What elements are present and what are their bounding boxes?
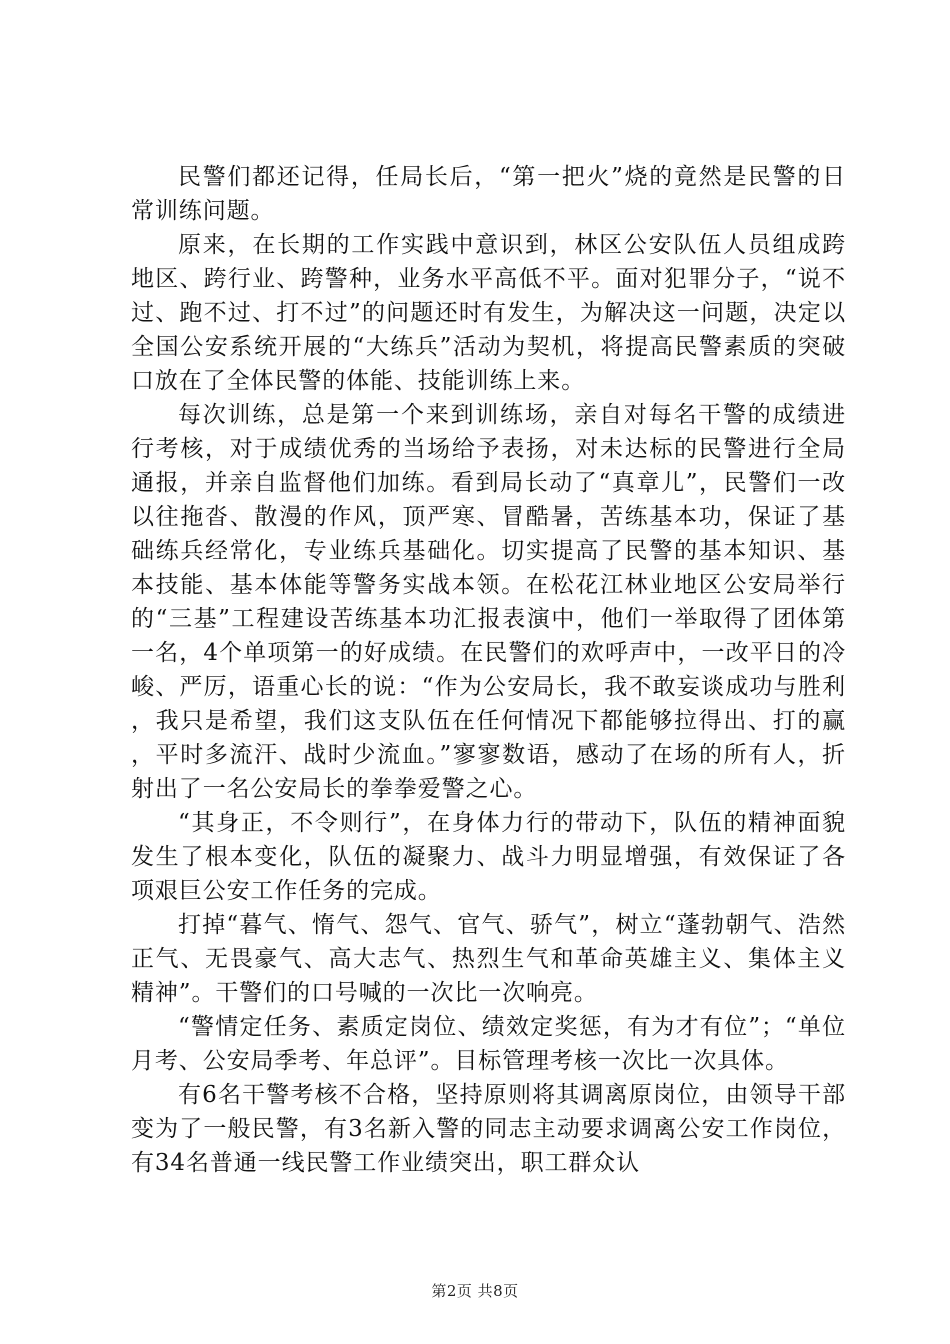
- paragraph-6: “警情定任务、素质定岗位、绩效定奖惩，有为才有位”；“单位月考、公安局季考、年总评”。目标管理考核一次比一次具体。: [131, 1014, 846, 1074]
- paragraph-5: 打掉“暮气、惰气、怨气、官气、骄气”，树立“蓬勃朝气、浩然正气、无畏豪气、高大志气、热烈生气和革命英雄主义、集体主义精神”。干警们的口号喊的一次比一次响亮。: [131, 912, 846, 1006]
- page-number-footer: 第2页 共8页: [431, 1282, 519, 1300]
- paragraph-7: 有6名干警考核不合格，坚持原则将其调离原岗位，由领导干部变为了一般民警，有3名新入警的同志主动要求调离公安工作岗位，有34名普通一线民警工作业绩突出，职工群众认: [131, 1082, 846, 1176]
- paragraph-4: “其身正，不令则行”，在身体力行的带动下，队伍的精神面貌发生了根本变化，队伍的凝聚力、战斗力明显增强，有效保证了各项艰巨公安工作任务的完成。: [131, 810, 846, 904]
- document-body: [131, 160, 846, 1180]
- paragraph-3: 每次训练，总是第一个来到训练场，亲自对每名干警的成绩进行考核，对于成绩优秀的当场给予表扬，对未达标的民警进行全局通报，并亲自监督他们加练。看到局长动了“真章儿”，民警们一改以往拖沓、散漫的作风，顶严寒、冒酷暑，苦练基本功，保证了基础练兵经常化，专业练兵基础化。切实提高了民警的基本知识、基本技能、基本体能等警务实战本领。在松花江林业地区公安局举行的“三基”工程建设苦练基本功汇报表演中，他们一举取得了团体第一名，4个单项第一的好成绩。在民警们的欢呼声中，一改平日的冷峻、严厉，语重心长的说：“作为公安局长，我不敢妄谈成功与胜利，我只是希望，我们这支队伍在任何情况下都能够拉得出、打的赢，平时多流汗、战时少流血。”寥寥数语，感动了在场的所有人，折射出了一名公安局长的拳拳爱警之心。: [131, 402, 846, 802]
- paragraph-2: 原来，在长期的工作实践中意识到，林区公安队伍人员组成跨地区、跨行业、跨警种，业务水平高低不平。面对犯罪分子，“说不过、跑不过、打不过”的问题还时有发生，为解决这一问题，决定以全国公安系统开展的“大练兵”活动为契机，将提高民警素质的突破口放在了全体民警的体能、技能训练上来。: [131, 232, 846, 394]
- paragraph-1: 民警们都还记得，任局长后，“第一把火”烧的竟然是民警的日常训练问题。: [131, 164, 846, 224]
